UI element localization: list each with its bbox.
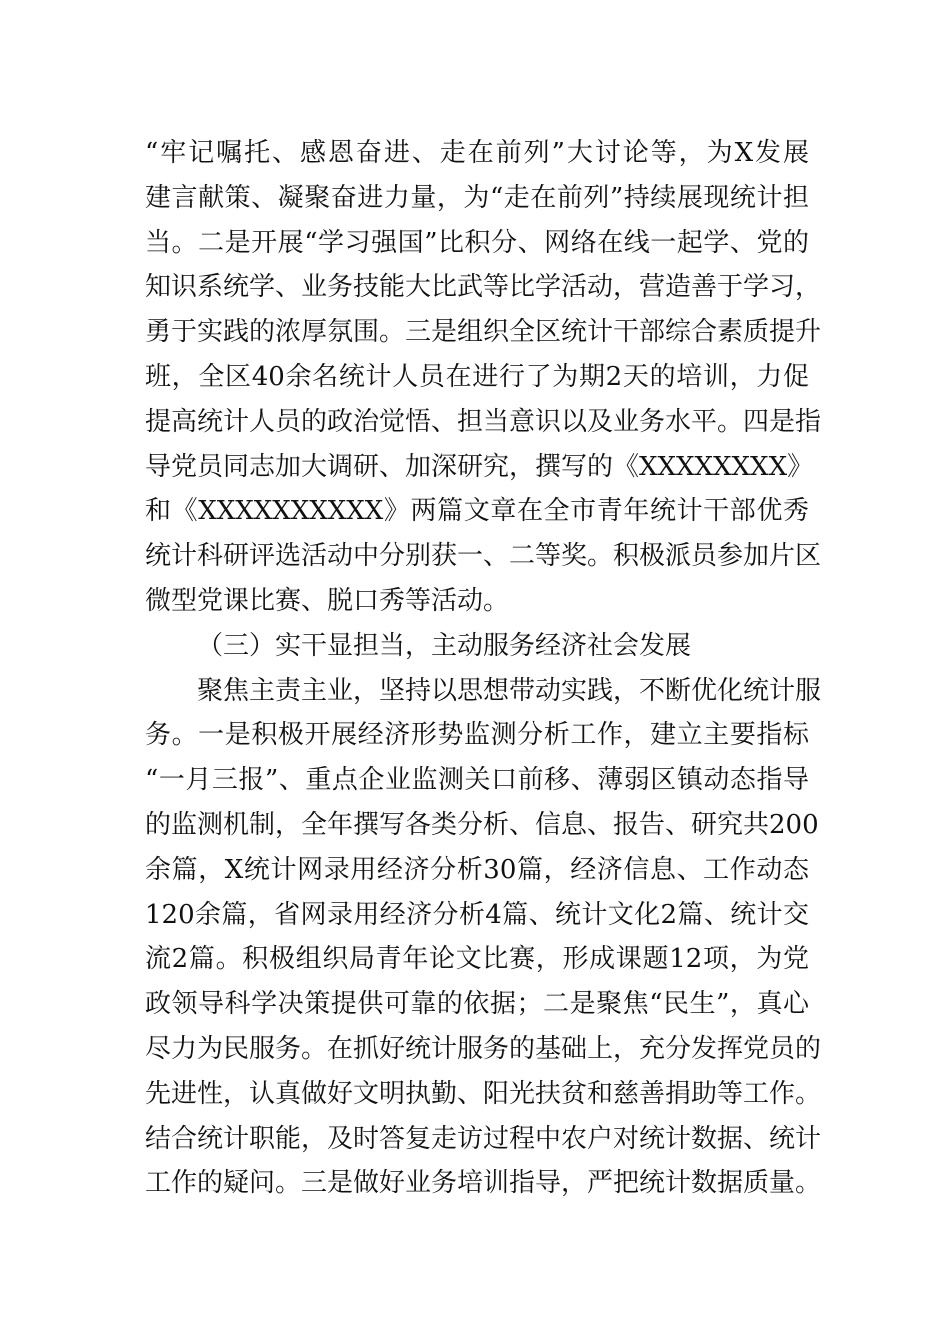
paragraph-line: “一月三报”、重点企业监测关口前移、薄弱区镇动态指导 <box>145 765 809 796</box>
paragraph-line: 余篇，X统计网录用经济分析30篇，经济信息、工作动态 <box>145 854 809 885</box>
paragraph-line: 和《XXXXXXXXXX》两篇文章在全市青年统计干部优秀 <box>145 496 809 527</box>
paragraph-line: 先进性，认真做好文明执勤、阳光扶贫和慈善捐助等工作。 <box>145 1078 822 1109</box>
paragraph-line: 政领导科学决策提供可靠的依据；二是聚焦“民生”，真心 <box>145 989 809 1020</box>
document-body <box>145 131 822 1206</box>
paragraph-line: 勇于实践的浓厚氛围。三是组织全区统计干部综合素质提升 <box>145 317 822 348</box>
paragraph-line: 结合统计职能，及时答复走访过程中农户对统计数据、统计 <box>145 1123 822 1154</box>
paragraph-line: 建言献策、凝聚奋进力量，为“走在前列”持续展现统计担 <box>145 182 809 213</box>
paragraph-line: 微型党课比赛、脱口秀等活动。 <box>145 585 510 616</box>
paragraph-line: 导党员同志加大调研、加深研究，撰写的《XXXXXXXX》 <box>145 451 814 482</box>
paragraph-line: “牢记嘱托、感恩奋进、走在前列”大讨论等，为X发展 <box>145 138 809 168</box>
paragraph-line: 的监测机制，全年撰写各类分析、信息、报告、研究共200 <box>145 809 819 840</box>
paragraph-line: 提高统计人员的政治觉悟、担当意识以及业务水平。四是指 <box>145 406 822 437</box>
section-heading: （三）实干显担当，主动服务经济社会发展 <box>197 630 692 661</box>
paragraph-line: 统计科研评选活动中分别获一、二等奖。积极派员参加片区 <box>145 541 822 572</box>
paragraph-line: 班，全区40余名统计人员在进行了为期2天的培训，力促 <box>145 361 809 392</box>
paragraph-line: 工作的疑问。三是做好业务培训指导，严把统计数据质量。 <box>145 1168 822 1199</box>
paragraph-line: 务。一是积极开展经济形势监测分析工作，建立主要指标 <box>145 720 809 751</box>
paragraph-line: 聚焦主责主业，坚持以思想带动实践，不断优化统计服 <box>197 675 822 706</box>
paragraph-line: 120余篇，省网录用经济分析4篇、统计文化2篇、统计交 <box>145 899 809 930</box>
paragraph-line: 尽力为民服务。在抓好统计服务的基础上，充分发挥党员的 <box>145 1033 822 1064</box>
paragraph-line: 知识系统学、业务技能大比武等比学活动，营造善于学习， <box>145 272 822 303</box>
paragraph-line: 流2篇。积极组织局青年论文比赛，形成课题12项，为党 <box>145 944 809 975</box>
paragraph-line: 当。二是开展“学习强国”比积分、网络在线一起学、党的 <box>145 227 809 258</box>
